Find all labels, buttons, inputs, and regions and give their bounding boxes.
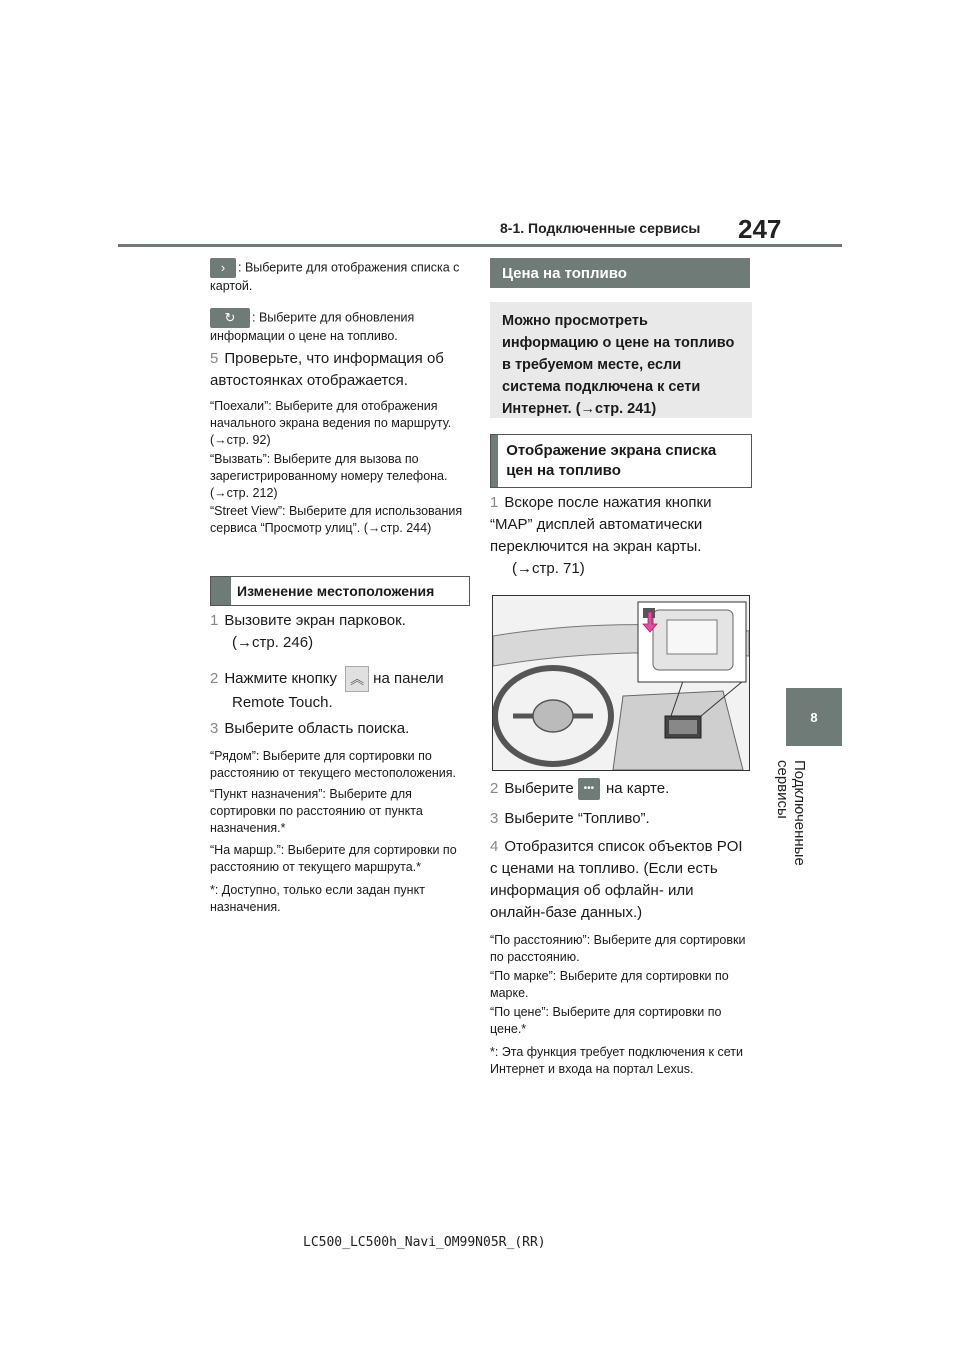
step-5: 5 Проверьте, что информация об автостоянках отображается. (210, 350, 444, 389)
double-chevron-up-icon: ︽ (345, 666, 369, 692)
note-destination: “Пункт назначения”: Выберите для сортировки по расстоянию от пункта назначения.* (210, 787, 423, 835)
subheading-bar (211, 577, 231, 605)
note-route: “На маршр.”: Выберите для сортировки по расстоянию от текущего маршрута.* (210, 843, 457, 874)
left-step-3: 3 Выберите область поиска. (210, 720, 410, 737)
note-nearby: “Рядом”: Выберите для сортировки по расстоянию от текущего местоположения. (210, 749, 456, 780)
refresh-icon: ↻ (210, 308, 250, 328)
right-step-1: 1 Вскоре после нажатия кнопки “MAP” дисплей автоматически переключится на экран карты. (→стр. 71) (490, 494, 712, 577)
info-box: Можно просмотреть информацию о цене на топливо в требуемом месте, если система подключена к сети Интернет. (→стр. 241) (490, 302, 752, 418)
chapter-label: Подключенные сервисы (774, 760, 808, 866)
note-call: “Вызвать”: Выберите для вызова по зарегистрированному номеру телефона. (→стр. 212) (210, 452, 448, 500)
dashboard-illustration (492, 595, 750, 771)
heading-fuel-price: Цена на топливо (490, 258, 750, 288)
header-rule (118, 244, 842, 247)
subheading-change-location: Изменение местоположения (210, 576, 470, 606)
page-number: 247 (738, 214, 782, 244)
note-by-price: “По цене”: Выберите для сортировки по цене.* (490, 1005, 722, 1036)
chapter-tab: 8 (786, 688, 842, 746)
note-by-brand: “По марке”: Выберите для сортировки по марке. (490, 969, 729, 1000)
footnote-right: *: Эта функция требует подключения к сети Интернет и входа на портал Lexus. (490, 1045, 743, 1076)
right-step-4: 4 Отобразится список объектов POI с ценами на топливо. (Если есть информация об офлайн- или онлайн-базе данных.) (490, 838, 743, 921)
more-options-icon: ••• (578, 778, 600, 800)
chevron-right-icon: › (210, 258, 236, 278)
left-step-2: 2 Нажмите кнопку ︽ на панели Remote Touch. (210, 666, 472, 714)
subheading-bar (491, 435, 498, 487)
footnote-left: *: Доступно, только если задан пункт назначения. (210, 883, 425, 914)
note-street-view: “Street View”: Выберите для использования сервиса “Просмотр улиц”. (→стр. 244) (210, 504, 463, 535)
subheading-fuel-list: Отображение экрана списка цен на топливо (490, 434, 752, 488)
dashboard-drawing (493, 596, 749, 770)
icon-item-refresh: ↻ : Выберите для обновления информации о цене на топливо. (210, 310, 415, 343)
section-title: 8-1. Подключенные сервисы (500, 220, 701, 236)
note-by-distance: “По расстоянию”: Выберите для сортировки по расстоянию. (490, 933, 746, 964)
document-code: LC500_LC500h_Navi_OM99N05R_(RR) (303, 1235, 546, 1250)
icon-item-list: › : Выберите для отображения списка с картой. (210, 260, 460, 293)
note-go: “Поехали”: Выберите для отображения начального экрана ведения по маршруту. (→стр. 92) (210, 399, 452, 447)
right-step-3: 3 Выберите “Топливо”. (490, 810, 650, 827)
right-step-2: 2 Выберите ••• на карте. (490, 778, 752, 800)
left-step-1: 1 Вызовите экран парковок. (→стр. 246) (210, 612, 406, 651)
